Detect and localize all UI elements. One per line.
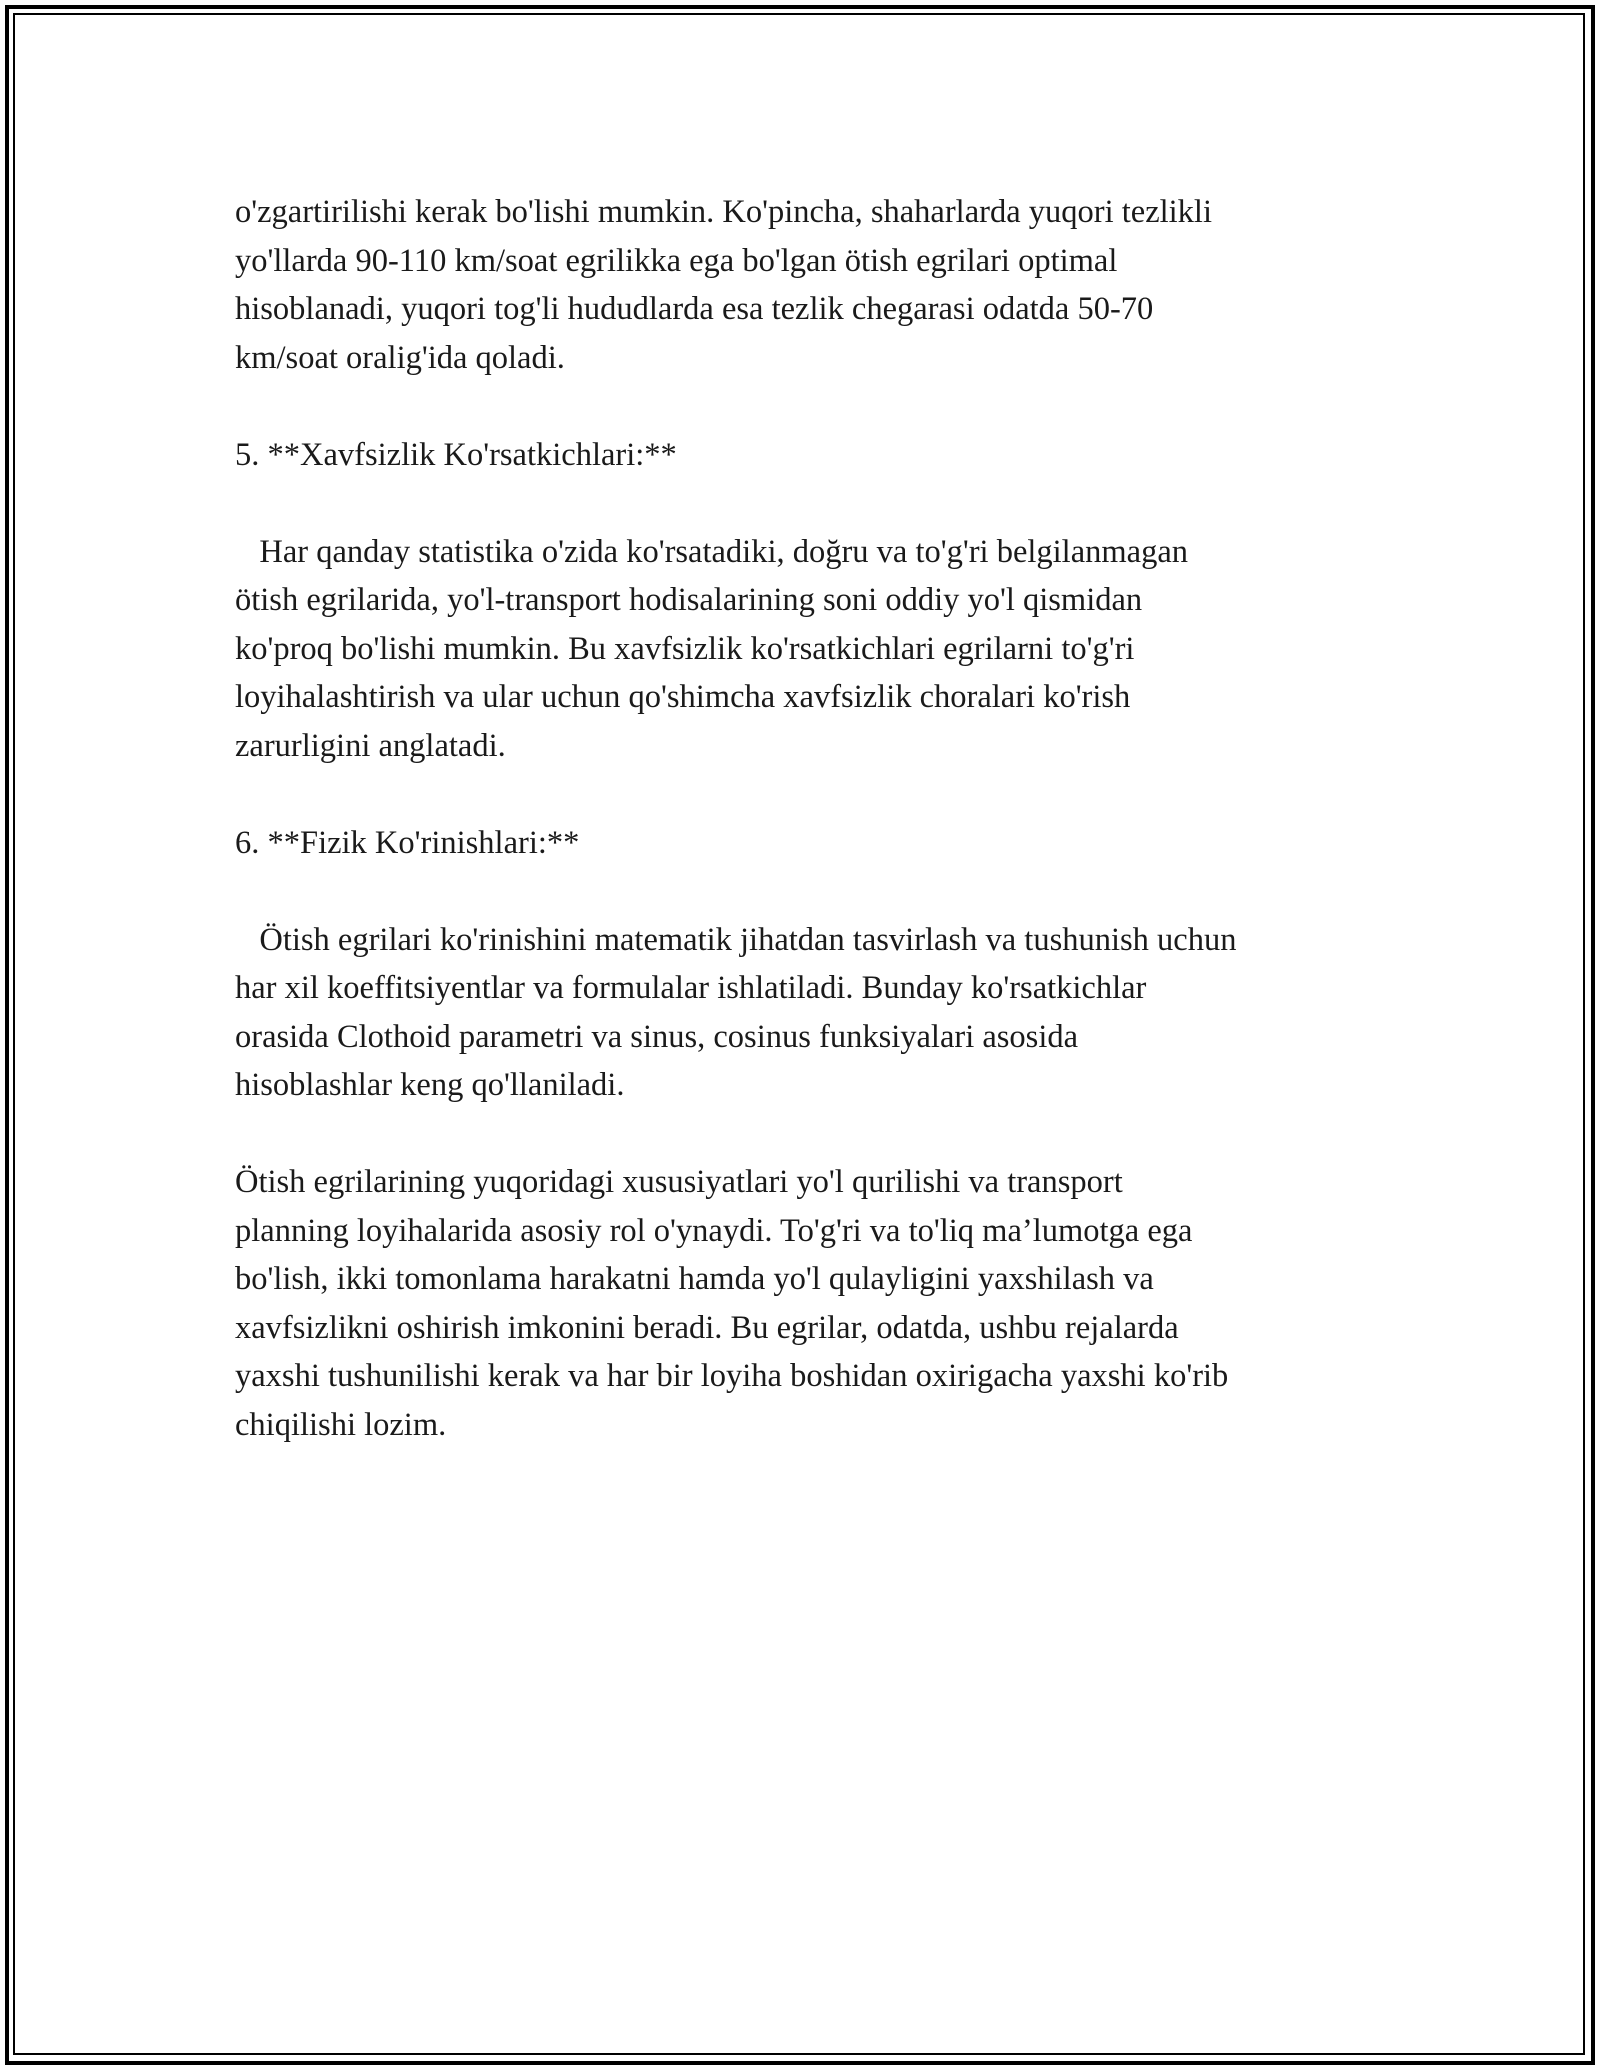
paragraph-conclusion: Ötish egrilarining yuqoridagi xususiyatlari yo'l qurilishi va transport planning loyihalarida asosiy rol o'ynaydi. To'g'ri va to'liq ma’lumotga ega bo'lish, ikki tomonlama harakatni hamda yo'l qulayligini yaxshilash va xavfsizlikni oshirish imkonini beradi. Bu egrilar, odatda, ushbu rejalarda yaxshi tushunilishi kerak va har bir loyiha boshidan oxirigacha yaxshi ko'rib chiqilishi lozim. bbox=[235, 1164, 1229, 1443]
heading-physical-appearance: 6. **Fizik Ko'rinishlari:** bbox=[235, 824, 580, 861]
paragraph-physical-appearance: Ötish egrilari ko'rinishini matematik jihatdan tasvirlash va tushunish uchun har xil koeffitsiyentlar va formulalar ishlatiladi. Bunday ko'rsatkichlar orasida Clothoid parametri va sinus, cosinus funksiyalari asosida hisoblashlar keng qo'llaniladi. bbox=[235, 921, 1237, 1103]
paragraph-spacer bbox=[235, 770, 1375, 819]
heading-safety-indicators: 5. **Xavfsizlik Ko'rsatkichlari:** bbox=[235, 436, 677, 473]
paragraph-safety-indicators: Har qanday statistika o'zida ko'rsatadiki, doğru va to'g'ri belgilanmagan ötish egrilarida, yo'l-transport hodisalarining soni oddiy yo'l qismidan ko'proq bo'lishi mumkin. Bu xavfsizlik ko'rsatkichlari egrilarni to'g'ri loyihalashtirish va ular uchun qo'shimcha xavfsizlik choralari ko'rish zarurligini anglatadi. bbox=[235, 533, 1189, 764]
paragraph-spacer bbox=[235, 867, 1375, 916]
document-body bbox=[235, 188, 1375, 1449]
paragraph-spacer bbox=[235, 479, 1375, 528]
paragraph-spacer bbox=[235, 382, 1375, 431]
paragraph-spacer bbox=[235, 1110, 1375, 1159]
paragraph-speed-continuation: o'zgartirilishi kerak bo'lishi mumkin. Ko'pincha, shaharlarda yuqori tezlikli yo'llarda 90-110 km/soat egrilikka ega bo'lgan ötish egrilari optimal hisoblanadi, yuqori tog'li hududlarda esa tezlik chegarasi odatda 50-70 km/soat oralig'ida qoladi. bbox=[235, 194, 1212, 376]
